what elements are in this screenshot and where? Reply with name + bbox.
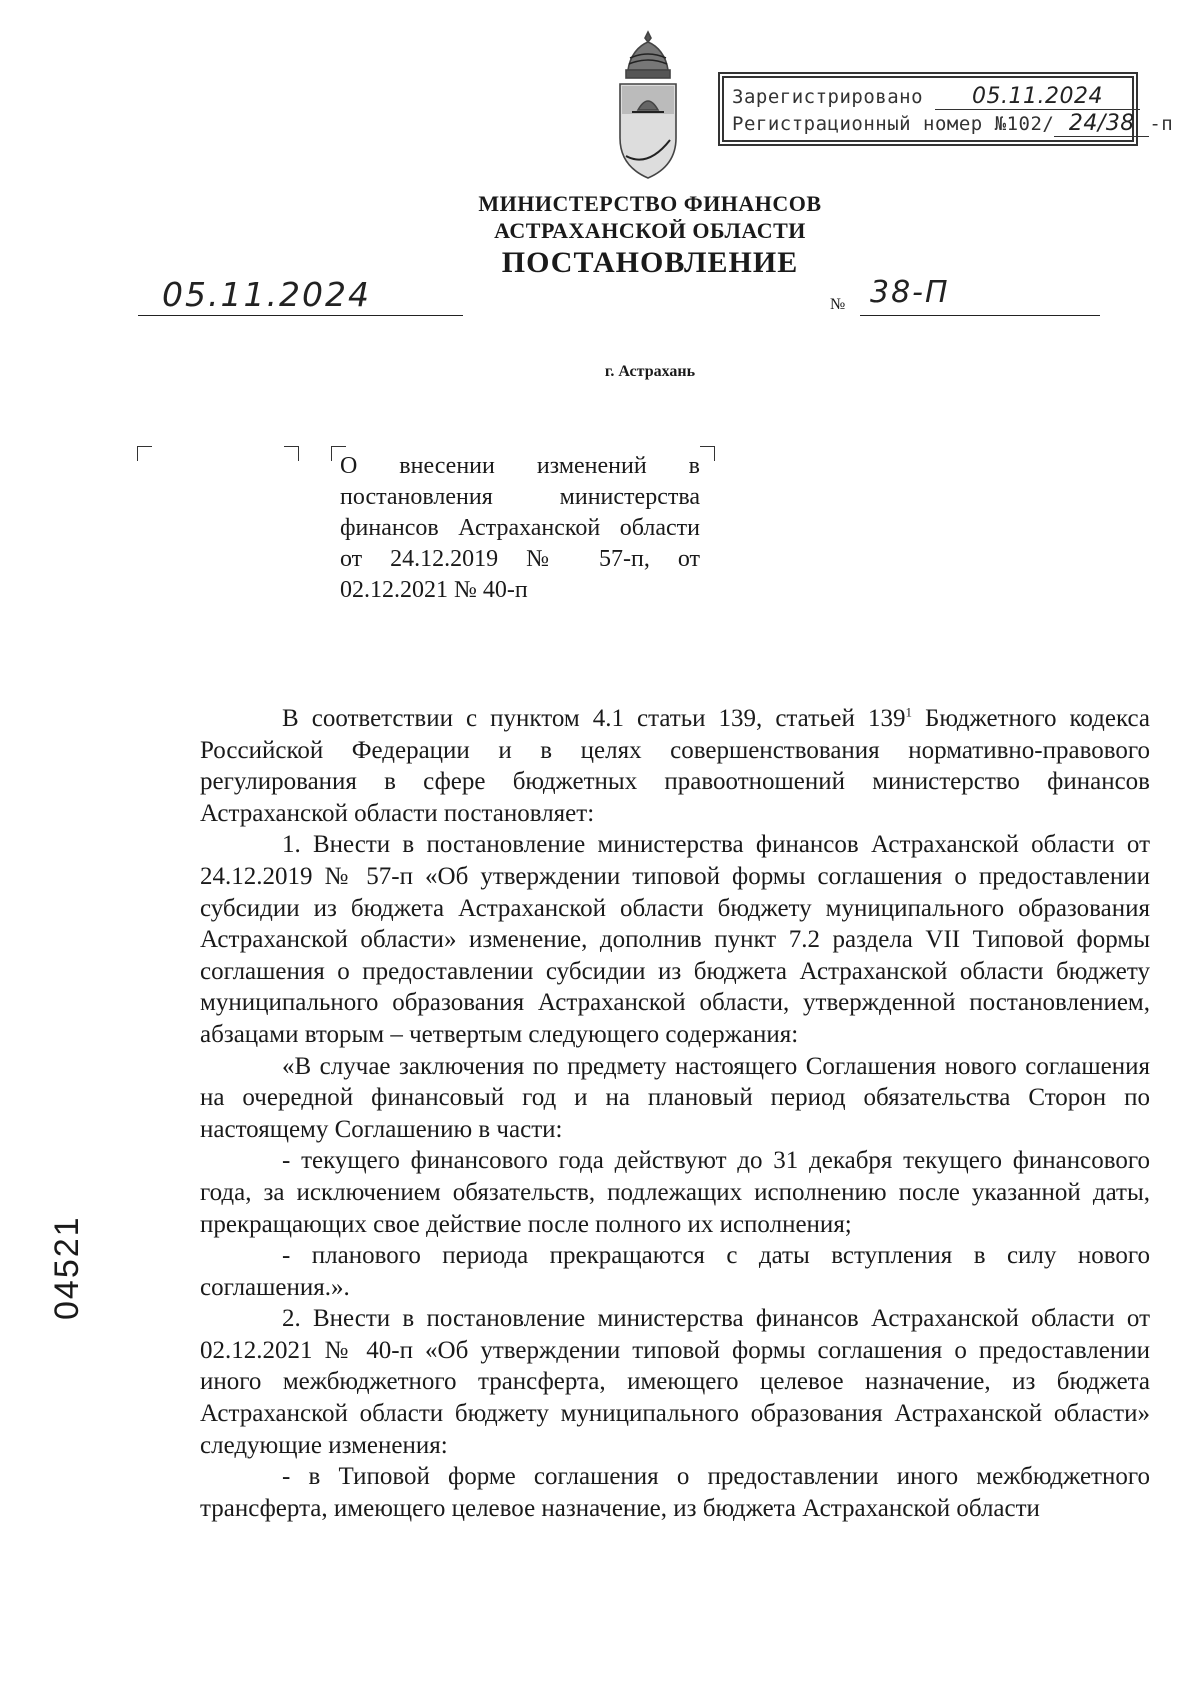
stamp-regnum-label: Регистрационный номер №102/ (732, 113, 1055, 135)
body-paragraph-1 (200, 703, 1150, 829)
date-field (138, 275, 463, 316)
corner-mark-left-top (137, 446, 152, 461)
coat-of-arms-emblem (608, 28, 688, 188)
stamp-registered-row (732, 84, 1140, 110)
body-paragraph-6: 2. Внести в постановление министерства финансов Астраханской области от 02.12.2021 № 40-п «Об утверждении типовой формы соглашения о предоставлении иного межбюджетного трансферта, имеющего целевое назначение, из бюджета Астраханской области бюджету муниципального образования Астраханской области» следующие изменения: (200, 1305, 1150, 1459)
corner-mark-subject-right (700, 446, 715, 461)
document-subject: О внесении изменений в постановления министерства финансов Астраханской области от 24.12.2019 № 57-п, от 02.12.2021 № 40-п (340, 453, 700, 603)
body-paragraph-7: - в Типовой форме соглашения о предоставлении иного межбюджетного трансферта, имеющего целевое назначение, из бюджета Астраханской области (200, 1463, 1150, 1522)
body-paragraph-3: «В случае заключения по предмету настоящего Соглашения нового соглашения на очередной финансовый год и на плановый период обязательства Сторон по настоящему Соглашению в части: (200, 1052, 1150, 1143)
number-sign: № (830, 296, 846, 313)
corner-mark-left-top-right (284, 446, 299, 461)
handwritten-date: 05.11.2024 (162, 275, 371, 314)
handwritten-number: 38-П (870, 275, 950, 310)
document-body (200, 703, 1150, 1524)
body-paragraph-1-part-a: В соответствии с пунктом 4.1 статьи 139, статьей 139 (282, 705, 906, 732)
stamp-registered-label: Зарегистрировано (732, 86, 924, 108)
stamp-regnum-row (732, 111, 1173, 137)
article-superscript: 1 (905, 704, 912, 720)
registration-stamp (722, 76, 1174, 142)
body-paragraph-1-part-b: Бюджетного кодекса Российской Федерации и в целях совершенствования нормативно-правового регулирования в сфере бюджетных правоотношений министерство финансов Астраханской области постановляет: (200, 705, 1151, 827)
stamp-regnum-suffix: -п (1149, 113, 1174, 135)
document-type-title: ПОСТАНОВЛЕНИЕ (501, 246, 799, 279)
body-paragraph-4: - текущего финансового года действуют до 31 декабря текущего финансового года, за исключением обязательств, подлежащих исполнению после указанной даты, прекращающих свое действие после полного их исполнения; (200, 1147, 1150, 1238)
stamp-registered-date: 05.11.2024 (935, 84, 1140, 110)
ministry-name-line-2: АСТРАХАНСКОЙ ОБЛАСТИ (494, 218, 806, 243)
ministry-name-line-1: МИНИСТЕРСТВО ФИНАНСОВ (478, 191, 822, 216)
stamp-regnum-value: 24/38 (1054, 111, 1149, 137)
side-serial-number: 04521 (48, 1215, 86, 1320)
body-paragraph-5: - планового периода прекращаются с даты вступления в силу нового соглашения.». (200, 1242, 1150, 1301)
body-paragraph-2: 1. Внести в постановление министерства финансов Астраханской области от 24.12.2019 № 57-п «Об утверждении типовой формы соглашения о предоставлении субсидии из бюджета Астраханской области бюджету муниципального образования Астраханской области» изменение, дополнив пункт 7.2 раздела VII Типовой формы соглашения о предоставлении субсидии из бюджета Астраханской области бюджету муниципального образования Астраханской области, утвержденной постановлением, абзацами вторым – четвертым следующего содержания: (200, 831, 1150, 1048)
number-field (860, 275, 1100, 316)
city-line: г. Астрахань (604, 363, 696, 380)
